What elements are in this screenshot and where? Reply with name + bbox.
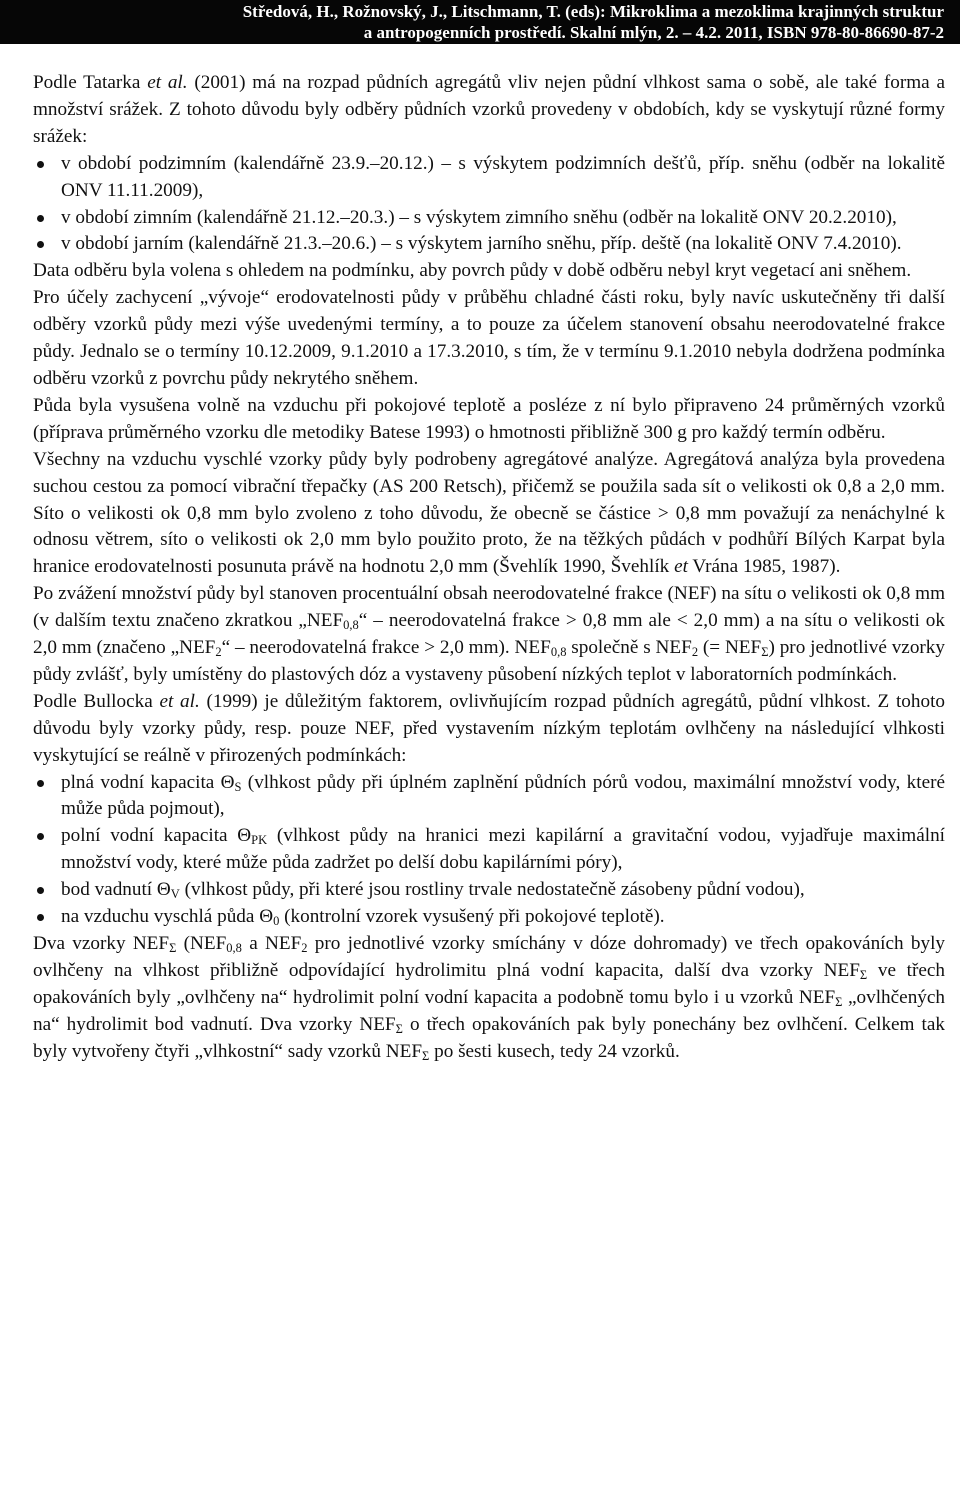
header-line-1: Středová, H., Rožnovský, J., Litschmann, T. (eds): Mikroklima a mezoklima krajinných struktur	[242, 2, 944, 21]
paragraph-7: Podle Bullocka et al. (1999) je důležitým faktorem, ovlivňujícím rozpad půdních agregátů, půdní vlhkost. Z tohoto důvodu byly vzorky půdy, resp. pouze NEF, před vystavením nízkým teplotám ovlhčeny na následující vlhkosti vyskytující se reálně v přirozených podmínkách:	[33, 690, 946, 766]
paragraph-1: Podle Tatarka et al. (2001) má na rozpad půdních agregátů vliv nejen půdní vlhkost sama o sobě, ale také forma a množství srážek. Z tohoto důvodu byly odběry půdních vzorků provedeny v obdobích, kdy se vyskytují různé formy srážek:	[33, 72, 945, 147]
paragraph-2: Data odběru byla volena s ohledem na podmínku, aby povrch půdy v době odběru nebyl kryt vegetací ani sněhem.	[33, 260, 912, 282]
list-item: v období jarním (kalendářně 21.3.–20.6.) – s výskytem jarního sněhu, příp. deště (na lokalitě ONV 7.4.2010).	[33, 231, 945, 258]
paragraph-3: Pro účely zachycení „vývoje“ erodovatelnosti půdy v průběhu chladné části roku, byly navíc uskutečněny tři další odběry vzorků půdy mezi výše uvedenými termíny, a to pouze za účelem stanovení obsahu neerodovatelné frakce půdy. Jednalo se o termíny 10.12.2009, 9.1.2010 a 17.3.2010, s tím, že v termínu 9.1.2010 nebyla dodržena podmínka odběru vzorků z povrchu půdy nekrytého sněhem.	[33, 287, 945, 389]
list-item: plná vodní kapacita $\Theta_S$ (vlhkost půdy při úplném zaplnění půdních pórů vodou, maximální množství vody, které může půda pojmout),	[33, 770, 945, 824]
paragraph-4: Půda byla vysušena volně na vzduchu při pokojové teplotě a posléze z ní bylo připraveno 24 průměrných vzorků (příprava průměrného vzorku dle metodiky Batese 1993) o hmotnosti přibližně 300 g pro každý termín odběru.	[33, 394, 945, 443]
paragraph-6: Po zvážení množství půdy byl stanoven procentuální obsah neerodovatelné frakce (NEF) na sítu o velikosti ok 0,8 mm (v dalším textu značeno zkratkou $„NEF_{0,8}“$ – neerodovatelná frakce > 0,8 mm ale < 2,0 mm) a na sítu o velikosti ok 2,0 mm (značeno $„NEF_2“$ – neerodovatelná frakce > 2,0 mm). $NEF_{0,8}$ společně s $NEF_2$ (= $NEF_\Sigma$) pro jednotlivé vzorky půdy zvlášť, byly umístěny do plastových dóz a vystaveny působení nízkých teplot v laboratorních podmínkách.	[33, 583, 945, 685]
paragraph-5: Všechny na vzduchu vyschlé vzorky půdy byly podrobeny agregátové analýze. Agregátová analýza byla provedena suchou cestou za pomocí vibrační třepačky (AS 200 Retsch), přičemž se použila sada sít o velikosti ok 0,8 a 2,0 mm. Síto o velikosti ok 0,8 mm bylo zvoleno z toho důvodu, že obecně se částice > 0,8 mm považují za nenáchylné k odnosu větrem, síto o velikosti ok 2,0 mm bylo použito proto, že na těžkých půdách v podhůří Bílých Karpat byla hranice erodovatelnosti posunuta právě na hodnotu 2,0 mm (Švehlík 1990, Švehlík et Vrána 1985, 1987).	[33, 448, 945, 578]
hydrolimit-list	[33, 770, 945, 931]
list-item: v období podzimním (kalendářně 23.9.–20.12.) – s výskytem podzimních dešťů, příp. sněhu (odběr na lokalitě ONV 11.11.2009),	[33, 151, 945, 205]
list-item: bod vadnutí $\Theta_V$ (vlhkost půdy, při které jsou rostliny trvale nedostatečně zásobeny půdní vodou),	[33, 877, 945, 904]
list-item: na vzduchu vyschlá půda $\Theta_0$ (kontrolní vzorek vysušený při pokojové teplotě).	[33, 904, 945, 931]
article-body	[33, 70, 945, 1066]
header-line-2: a antropogenních prostředí. Skalní mlýn, 2. – 4.2. 2011, ISBN 978-80-86690-87-2	[363, 23, 944, 42]
paragraph-8: Dva vzorky $NEF_\Sigma$ ($NEF_{0,8}$ a $NEF_2$ pro jednotlivé vzorky smíchány v dóze dohromady) ve třech opakováních byly ovlhčeny na vlhkost přibližně odpovídající hydrolimitu plná vodní kapacita, další dva vzorky $NEF_\Sigma$ ve třech opakováních byly „ovlhčeny na“ hydrolimit polní vodní kapacita a podobně tomu bylo i u vzorků $NEF_\Sigma$ „ovlhčených na“ hydrolimit bod vadnutí. Dva vzorky $NEF_\Sigma$ o třech opakováních pak byly ponechány bez ovlhčení. Celkem tak byly vytvořeny čtyři „vlhkostní“ sady vzorků $NEF_\Sigma$ po šesti kusech, tedy 24 vzorků.	[33, 933, 946, 1063]
page-header	[0, 0, 960, 44]
season-list	[33, 151, 945, 259]
list-item: v období zimním (kalendářně 21.12.–20.3.) – s výskytem zimního sněhu (odběr na lokalitě ONV 20.2.2010),	[33, 205, 945, 232]
list-item: polní vodní kapacita $\Theta_{PK}$ (vlhkost půdy na hranici mezi kapilární a gravitační vodou, vyjadřuje maximální množství vody, které může půda zadržet po delší dobu kapilárními póry),	[33, 823, 945, 877]
